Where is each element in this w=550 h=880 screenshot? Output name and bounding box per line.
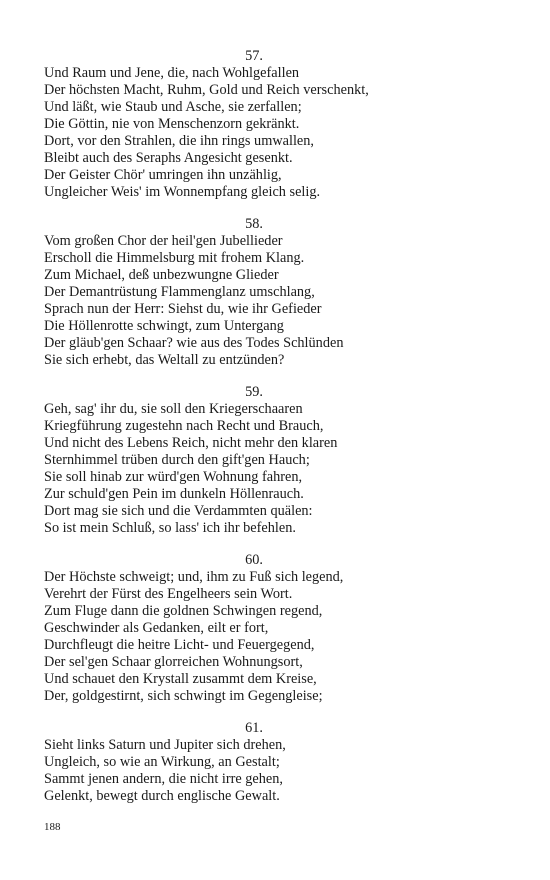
verse-line: Sieht links Saturn und Jupiter sich drehen, — [44, 737, 286, 753]
verse-line: Sie sich erhebt, das Weltall zu entzünden? — [44, 352, 285, 368]
verse-line: Der höchsten Macht, Ruhm, Gold und Reich verschenkt, — [44, 82, 369, 98]
stanza-59 — [44, 384, 464, 537]
verse-line: Und nicht des Lebens Reich, nicht mehr den klaren — [44, 435, 338, 451]
stanza-58 — [44, 216, 464, 369]
verse-line: Und schauet den Krystall zusammt dem Kreise, — [44, 671, 317, 687]
verse-line: Die Göttin, nie von Menschenzorn gekränkt. — [44, 116, 300, 132]
verse-line: Und läßt, wie Staub und Asche, sie zerfallen; — [44, 99, 302, 115]
stanza-57 — [44, 48, 464, 201]
verse-line: Der Geister Chör' umringen ihn unzählig, — [44, 167, 282, 183]
verse-line: Sternhimmel trüben durch den gift'gen Hauch; — [44, 452, 310, 468]
stanza-60 — [44, 552, 464, 705]
stanza-61 — [44, 720, 464, 805]
verse-line: Kriegführung zugestehn nach Recht und Brauch, — [44, 418, 324, 434]
verse-line: Geh, sag' ihr du, sie soll den Kriegerschaaren — [44, 401, 303, 417]
verse-line: Ungleich, so wie an Wirkung, an Gestalt; — [44, 754, 280, 770]
verse-line: Verehrt der Fürst des Engelheers sein Wort. — [44, 586, 293, 602]
verse-line: Dort, vor den Strahlen, die ihn rings umwallen, — [44, 133, 315, 149]
stanza-number: 61. — [245, 720, 263, 736]
verse-line: Zur schuld'gen Pein im dunkeln Höllenrauch. — [44, 486, 304, 502]
verse-line: Dort mag sie sich und die Verdammten quälen: — [44, 503, 313, 519]
verse-line: Ungleicher Weis' im Wonnempfang gleich selig. — [44, 184, 321, 200]
poem-page — [44, 48, 464, 820]
verse-line: Der Demantrüstung Flammenglanz umschlang, — [44, 284, 315, 300]
verse-line: Und Raum und Jene, die, nach Wohlgefallen — [44, 65, 300, 81]
verse-line: Geschwinder als Gedanken, eilt er fort, — [44, 620, 269, 636]
stanza-number: 58. — [245, 216, 263, 232]
verse-line: Erscholl die Himmelsburg mit frohem Klang. — [44, 250, 305, 266]
stanza-number: 57. — [245, 48, 263, 64]
verse-line: Sie soll hinab zur würd'gen Wohnung fahren, — [44, 469, 303, 485]
verse-line: Zum Michael, deß unbezwungne Glieder — [44, 267, 279, 283]
page-number: 188 — [44, 821, 61, 833]
verse-line: Sammt jenen andern, die nicht irre gehen, — [44, 771, 283, 787]
stanza-number: 60. — [245, 552, 263, 568]
verse-line: Durchfleugt die heitre Licht- und Feuergegend, — [44, 637, 315, 653]
verse-line: Gelenkt, bewegt durch englische Gewalt. — [44, 788, 280, 804]
verse-line: Der gläub'gen Schaar? wie aus des Todes Schlünden — [44, 335, 344, 351]
verse-line: Zum Fluge dann die goldnen Schwingen regend, — [44, 603, 323, 619]
verse-line: Der, goldgestirnt, sich schwingt im Gegengleise; — [44, 688, 323, 704]
verse-line: Der Höchste schweigt; und, ihm zu Fuß sich legend, — [44, 569, 344, 585]
verse-line: Der sel'gen Schaar glorreichen Wohnungsort, — [44, 654, 303, 670]
verse-line: Vom großen Chor der heil'gen Jubellieder — [44, 233, 283, 249]
verse-line: Bleibt auch des Seraphs Angesicht gesenkt. — [44, 150, 293, 166]
verse-line: Sprach nun der Herr: Siehst du, wie ihr Gefieder — [44, 301, 322, 317]
verse-line: Die Höllenrotte schwingt, zum Untergang — [44, 318, 284, 334]
stanza-number: 59. — [245, 384, 263, 400]
verse-line: So ist mein Schluß, so lass' ich ihr befehlen. — [44, 520, 296, 536]
